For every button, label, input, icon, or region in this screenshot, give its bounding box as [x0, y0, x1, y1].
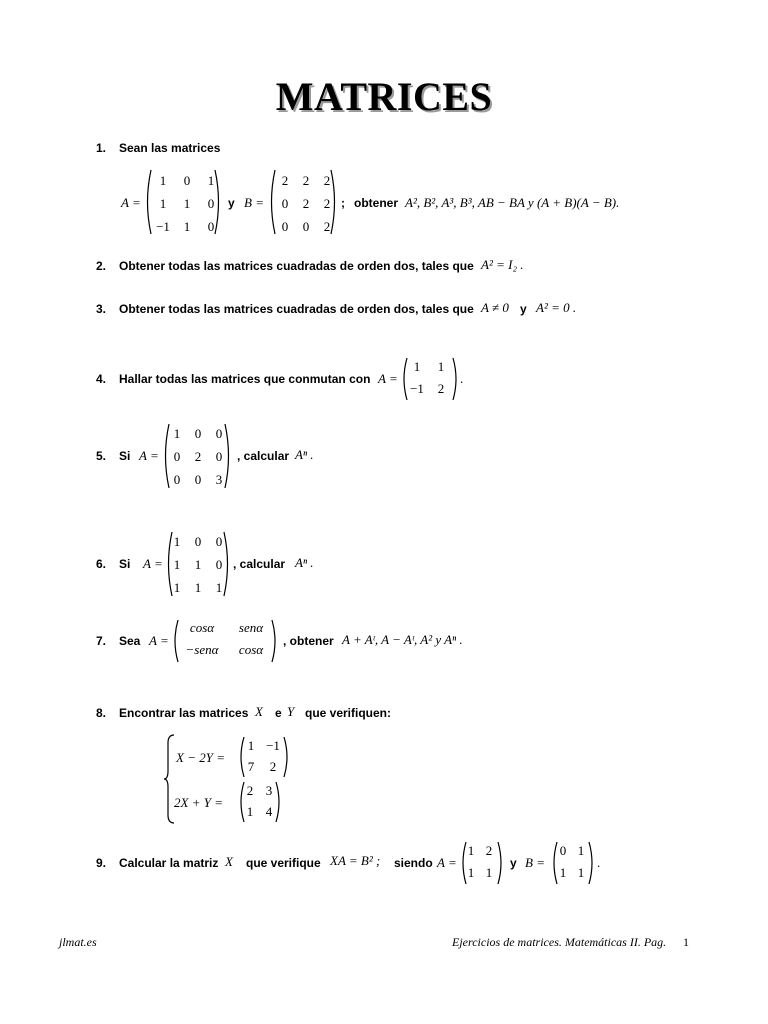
- matrix-5: [167, 426, 229, 488]
- exercise-1-number: 1.: [96, 141, 107, 155]
- matrix-7: [177, 620, 275, 658]
- exercise-8-x: X: [255, 704, 263, 719]
- system-brace: [163, 733, 177, 825]
- matrix-6-cell: 1: [194, 580, 202, 595]
- exercise-4-number: 4.: [96, 372, 107, 386]
- matrix-a: [152, 173, 222, 235]
- matrix-b: [276, 173, 336, 235]
- matrix-4-cell: 1: [413, 359, 421, 374]
- exercise-2-number: 2.: [96, 259, 107, 273]
- exercise-8-number: 8.: [96, 706, 107, 720]
- matrix-8b-cell: 1: [246, 804, 254, 819]
- exercise-7-text: Sea: [119, 634, 141, 648]
- matrix-b-cell: 2: [323, 173, 331, 188]
- exercise-1-expression: A², B², A³, B³, AB − BA y (A + B)(A − B).: [405, 195, 620, 210]
- exercise-2-text: Obtener todas las matrices cuadradas de orden dos, tales que: [119, 259, 474, 273]
- matrix-9b-cell: 0: [559, 843, 567, 858]
- matrix-a-cell: 1: [183, 219, 191, 234]
- matrix-8a: [242, 738, 286, 775]
- matrix-4-cell: 1: [437, 359, 445, 374]
- matrix-b-cell: 2: [302, 196, 310, 211]
- matrix-6-cell: 1: [173, 534, 181, 549]
- matrix-8b-cell: 4: [265, 804, 273, 819]
- exercise-7-expression: A + Aᵗ, A − Aᵗ, A² y Aⁿ .: [342, 632, 463, 647]
- exercise-9-period: .: [597, 855, 601, 870]
- matrix-8a-cell: 7: [247, 759, 255, 774]
- exercise-4-text: Hallar todas las matrices que conmutan con: [119, 372, 371, 386]
- matrix-5-cell: 0: [173, 449, 181, 464]
- matrix-9a-cell: 1: [467, 865, 475, 880]
- exercise-6-text: Si: [119, 557, 131, 571]
- exercise-9-equation: XA = B² ;: [330, 853, 381, 868]
- exercise-8-equation-1: X − 2Y =: [176, 750, 225, 765]
- exercise-2-expression: A² = I₂ .: [481, 257, 524, 272]
- matrix-9a: [464, 843, 500, 881]
- matrix-b-cell: 0: [281, 196, 289, 211]
- exercise-9-text: Calcular la matriz: [119, 856, 219, 870]
- page-title: MATRICES: [275, 74, 493, 119]
- matrix-b-cell: 2: [281, 173, 289, 188]
- exercise-6-expression: Aⁿ .: [295, 555, 314, 570]
- exercise-6-number: 6.: [96, 557, 107, 571]
- matrix-9a-cell: 2: [485, 843, 493, 858]
- exercise-6-lhs: A =: [143, 556, 163, 571]
- matrix-8a-cell: −1: [266, 738, 280, 753]
- matrix-b-cell: 2: [323, 219, 331, 234]
- exercise-5-expression: Aⁿ .: [295, 447, 314, 462]
- matrix-4-cell: 2: [437, 381, 445, 396]
- exercise-8-y: Y: [287, 704, 295, 719]
- matrix-b-cell: 0: [302, 219, 310, 234]
- exercise-8-verifiquen: que verifiquen:: [305, 706, 392, 720]
- exercise-1-lhs-a: A =: [121, 195, 141, 210]
- exercise-9-number: 9.: [96, 856, 107, 870]
- exercise-9-verifique: que verifique: [246, 856, 321, 870]
- matrix-a-cell: 0: [207, 196, 215, 211]
- exercise-7-number: 7.: [96, 634, 107, 648]
- footer-page-number: 1: [683, 935, 689, 949]
- exercise-5-number: 5.: [96, 449, 107, 463]
- exercise-8-equation-2: 2X + Y =: [174, 795, 223, 810]
- exercise-9-y: y: [510, 856, 517, 870]
- exercise-3-expression-1: A ≠ 0: [481, 300, 509, 315]
- matrix-5-cell: 0: [215, 449, 223, 464]
- matrix-9b-cell: 1: [559, 865, 567, 880]
- exercise-9-x: X: [225, 854, 233, 869]
- matrix-6: [167, 534, 229, 596]
- exercise-8-text: Encontrar las matrices: [119, 706, 249, 720]
- matrix-9b: [555, 843, 591, 881]
- exercise-1-text: Sean las matrices: [119, 141, 221, 155]
- exercise-5-calcular: , calcular: [237, 449, 290, 463]
- matrix-b-cell: 0: [281, 219, 289, 234]
- exercise-1-semicolon: ;: [341, 196, 345, 210]
- matrix-a-cell: −1: [156, 219, 170, 234]
- exercise-3-number: 3.: [96, 302, 107, 316]
- matrix-5-cell: 3: [215, 472, 223, 487]
- matrix-6-cell: 1: [173, 580, 181, 595]
- exercise-8-e: e: [275, 706, 282, 720]
- matrix-a-cell: 0: [183, 173, 191, 188]
- matrix-a-cell: 1: [159, 173, 167, 188]
- matrix-b-cell: 2: [323, 196, 331, 211]
- exercise-9-lhs-b: B =: [525, 855, 545, 870]
- matrix-7-cell: cosα: [189, 620, 215, 635]
- exercise-1-obtener: obtener: [354, 196, 399, 210]
- matrix-5-cell: 1: [173, 426, 181, 441]
- footer-site: jlmat.es: [59, 935, 97, 949]
- exercise-3-expression-2: A² = 0 .: [536, 300, 577, 315]
- matrix-5-cell: 0: [194, 426, 202, 441]
- matrix-a-cell: 1: [159, 196, 167, 211]
- exercise-1-lhs-b: B =: [244, 195, 264, 210]
- exercise-5-text: Si: [119, 449, 131, 463]
- exercise-7-obtener: , obtener: [283, 634, 334, 648]
- matrix-7-cell: −senα: [185, 642, 219, 657]
- exercise-9-siendo: siendo: [394, 856, 433, 870]
- matrix-8b-cell: 3: [265, 783, 273, 798]
- exercise-4-lhs: A =: [378, 371, 398, 386]
- matrix-6-cell: 1: [173, 557, 181, 572]
- matrix-8b: [242, 783, 280, 820]
- exercise-6-calcular: , calcular: [233, 557, 286, 571]
- matrix-6-cell: 0: [194, 534, 202, 549]
- matrix-b-cell: 2: [302, 173, 310, 188]
- exercise-9-lhs-a: A =: [437, 855, 457, 870]
- matrix-9b-cell: 1: [577, 843, 585, 858]
- matrix-5-cell: 0: [173, 472, 181, 487]
- matrix-5-cell: 0: [194, 472, 202, 487]
- matrix-4: [405, 359, 453, 397]
- matrix-6-cell: 0: [215, 557, 223, 572]
- exercise-3-text: Obtener todas las matrices cuadradas de orden dos, tales que: [119, 302, 474, 316]
- matrix-8a-cell: 1: [247, 738, 255, 753]
- matrix-4-cell: −1: [410, 381, 424, 396]
- matrix-6-cell: 1: [194, 557, 202, 572]
- matrix-6-cell: 1: [215, 580, 223, 595]
- matrix-8a-cell: 2: [269, 759, 277, 774]
- exercise-3-y: y: [520, 302, 527, 316]
- exercise-4-period: .: [460, 371, 464, 386]
- matrix-7-cell: senα: [238, 620, 264, 635]
- matrix-8b-cell: 2: [246, 783, 254, 798]
- matrix-5-cell: 2: [194, 449, 202, 464]
- matrix-5-cell: 0: [215, 426, 223, 441]
- matrix-9b-cell: 1: [577, 865, 585, 880]
- matrix-6-cell: 0: [215, 534, 223, 549]
- matrix-a-cell: 0: [207, 219, 215, 234]
- exercise-7-lhs: A =: [149, 633, 169, 648]
- matrix-a-cell: 1: [183, 196, 191, 211]
- exercise-1-y: y: [228, 196, 235, 210]
- matrix-9a-cell: 1: [467, 843, 475, 858]
- matrix-7-cell: cosα: [238, 642, 264, 657]
- footer-title: Ejercicios de matrices. Matemáticas II. Pag.: [452, 935, 667, 949]
- matrix-9a-cell: 1: [485, 865, 493, 880]
- exercise-5-lhs: A =: [139, 448, 159, 463]
- matrix-a-cell: 1: [207, 173, 215, 188]
